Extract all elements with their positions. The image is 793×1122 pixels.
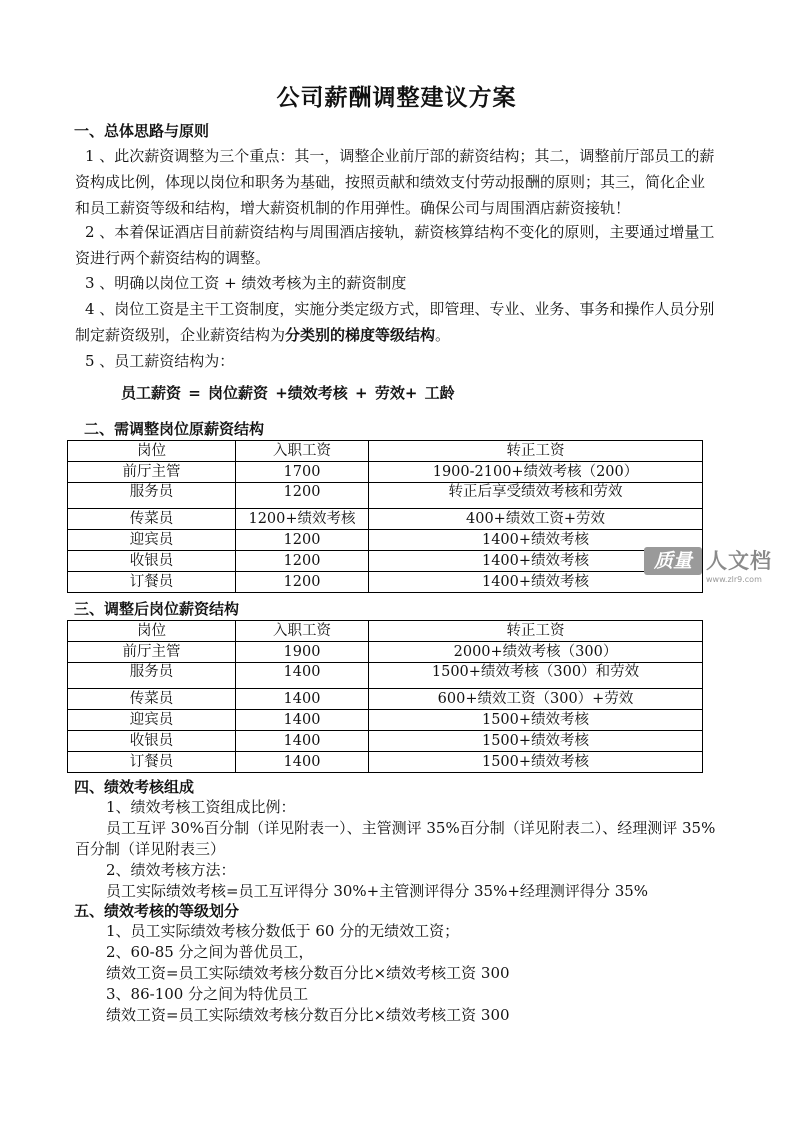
watermark-url: www.zlr9.com: [706, 575, 762, 584]
table-row: [68, 663, 703, 689]
table-cell: 订餐员: [68, 752, 236, 773]
table-row: [68, 710, 703, 731]
grade-line-5: 绩效工资=员工实际绩效考核分数百分比×绩效考核工资 300: [106, 1006, 510, 1024]
column-header: 转正工资: [369, 621, 703, 642]
table-cell: 迎宾员: [68, 530, 236, 551]
table-cell: 1400: [236, 752, 369, 773]
table-cell: 前厅主管: [68, 462, 236, 483]
grade-line-4: 3、86-100 分之间为特优员工: [106, 985, 309, 1003]
table-cell: 服务员: [68, 483, 236, 509]
table-cell: 传菜员: [68, 509, 236, 530]
table-cell: 2000+绩效考核（300）: [369, 642, 703, 663]
table-cell: 1200: [236, 551, 369, 572]
table-row: [68, 509, 703, 530]
document-title: 公司薪酬调整建议方案: [276, 84, 517, 111]
section-2-heading: 二、需调整岗位原薪资结构: [84, 420, 265, 438]
grade-line-1: 1、员工实际绩效考核分数低于 60 分的无绩效工资；: [106, 922, 460, 940]
table-row: [68, 642, 703, 663]
table-cell: 1200: [236, 572, 369, 593]
column-header: 岗位: [68, 621, 236, 642]
table-cell: 1700: [236, 462, 369, 483]
watermark-text: 人文档: [706, 549, 772, 573]
table-cell: 1400: [236, 689, 369, 710]
table-cell: 1200: [236, 483, 369, 509]
table-cell: 1500+绩效考核（300）和劳效: [369, 663, 703, 689]
table-row: [68, 551, 703, 572]
grade-line-3: 绩效工资=员工实际绩效考核分数百分比×绩效考核工资 300: [106, 964, 510, 982]
section-4-heading: 四、绩效考核组成: [74, 778, 195, 796]
table-row: [68, 462, 703, 483]
paragraph-3: 3 、明确以岗位工资 + 绩效考核为主的薪资制度: [85, 274, 407, 292]
table-cell: 订餐员: [68, 572, 236, 593]
watermark-logo: [644, 547, 784, 587]
table-cell: 1200+绩效考核: [236, 509, 369, 530]
performance-line-4: 2、绩效考核方法：: [106, 861, 236, 879]
table-cell: 1400: [236, 710, 369, 731]
table-cell: 前厅主管: [68, 642, 236, 663]
watermark-badge: 质量: [644, 547, 702, 575]
section-5-heading: 五、绩效考核的等级划分: [74, 902, 240, 920]
table-cell: 收银员: [68, 551, 236, 572]
table-cell: 1400: [236, 731, 369, 752]
table-cell: 1500+绩效考核: [369, 752, 703, 773]
table-cell: 服务员: [68, 663, 236, 689]
salary-formula: 员工薪资 = 岗位薪资 +绩效考核 + 劳效+ 工龄: [121, 384, 455, 402]
table-cell: 1400+绩效考核: [369, 530, 703, 551]
section-1-heading: 一、总体思路与原则: [74, 122, 210, 140]
paragraph-4-bold: 分类别的梯度等级结构: [285, 326, 436, 344]
table-row: [68, 530, 703, 551]
table-cell: 1500+绩效考核: [369, 710, 703, 731]
paragraph-2: 2 、本着保证酒店目前薪资结构与周围酒店接轨，薪资核算结构不变化的原则，主要通过增量工资进行两个薪资结构的调整。: [75, 223, 715, 267]
paragraph-4-text: 4 、岗位工资是主干工资制度，实施分类定级方式，即管理、专业、业务、事务和操作人员分别制定薪资级别，企业薪资结构为: [75, 300, 715, 344]
adjusted-salary-table: [67, 620, 703, 773]
table-cell: 1900: [236, 642, 369, 663]
paragraph-1: 1 、此次薪资调整为三个重点：其一，调整企业前厅部的薪资结构；其二，调整前厅部员工的薪资构成比例，体现以岗位和职务为基础，按照贡献和绩效支付劳动报酬的原则；其三，简化企业和员工薪资等级和结构，增大薪资机制的作用弹性。确保公司与周围酒店薪资接轨！: [75, 147, 715, 217]
table-cell: 1400+绩效考核: [369, 551, 703, 572]
paragraph-4: [75, 296, 715, 348]
table-cell: 600+绩效工资（300）+劳效: [369, 689, 703, 710]
table-row: [68, 483, 703, 509]
table-header-row: [68, 621, 703, 642]
performance-line-3: 百分制（详见附表三）: [75, 840, 226, 858]
table-cell: 收银员: [68, 731, 236, 752]
section-3-heading: 三、调整后岗位薪资结构: [74, 600, 240, 618]
performance-line-1: 1、绩效考核工资组成比例：: [106, 798, 296, 816]
paragraph-4-end: 。: [435, 326, 451, 344]
table-cell: 1400: [236, 663, 369, 689]
table-cell: 1900-2100+绩效考核（200）: [369, 462, 703, 483]
performance-line-5: 员工实际绩效考核=员工互评得分 30%+主管测评得分 35%+经理测评得分 35%: [106, 882, 649, 900]
table-cell: 1200: [236, 530, 369, 551]
table-cell: 传菜员: [68, 689, 236, 710]
column-header: 转正工资: [369, 441, 703, 462]
column-header: 入职工资: [236, 441, 369, 462]
original-salary-table: [67, 440, 703, 593]
table-cell: 400+绩效工资+劳效: [369, 509, 703, 530]
table-row: [68, 731, 703, 752]
table-row: [68, 752, 703, 773]
grade-line-2: 2、60-85 分之间为普优员工，: [106, 943, 314, 961]
table-cell: 转正后享受绩效考核和劳效: [369, 483, 703, 509]
paragraph-5: 5 、员工薪资结构为：: [85, 352, 235, 370]
table-cell: 迎宾员: [68, 710, 236, 731]
table-cell: 1400+绩效考核: [369, 572, 703, 593]
column-header: 入职工资: [236, 621, 369, 642]
column-header: 岗位: [68, 441, 236, 462]
table-row: [68, 689, 703, 710]
table-row: [68, 572, 703, 593]
table-header-row: [68, 441, 703, 462]
performance-line-2: 员工互评 30%百分制（详见附表一）、主管测评 35%百分制（详见附表二）、经理测评 35%: [106, 819, 716, 837]
table-cell: 1500+绩效考核: [369, 731, 703, 752]
